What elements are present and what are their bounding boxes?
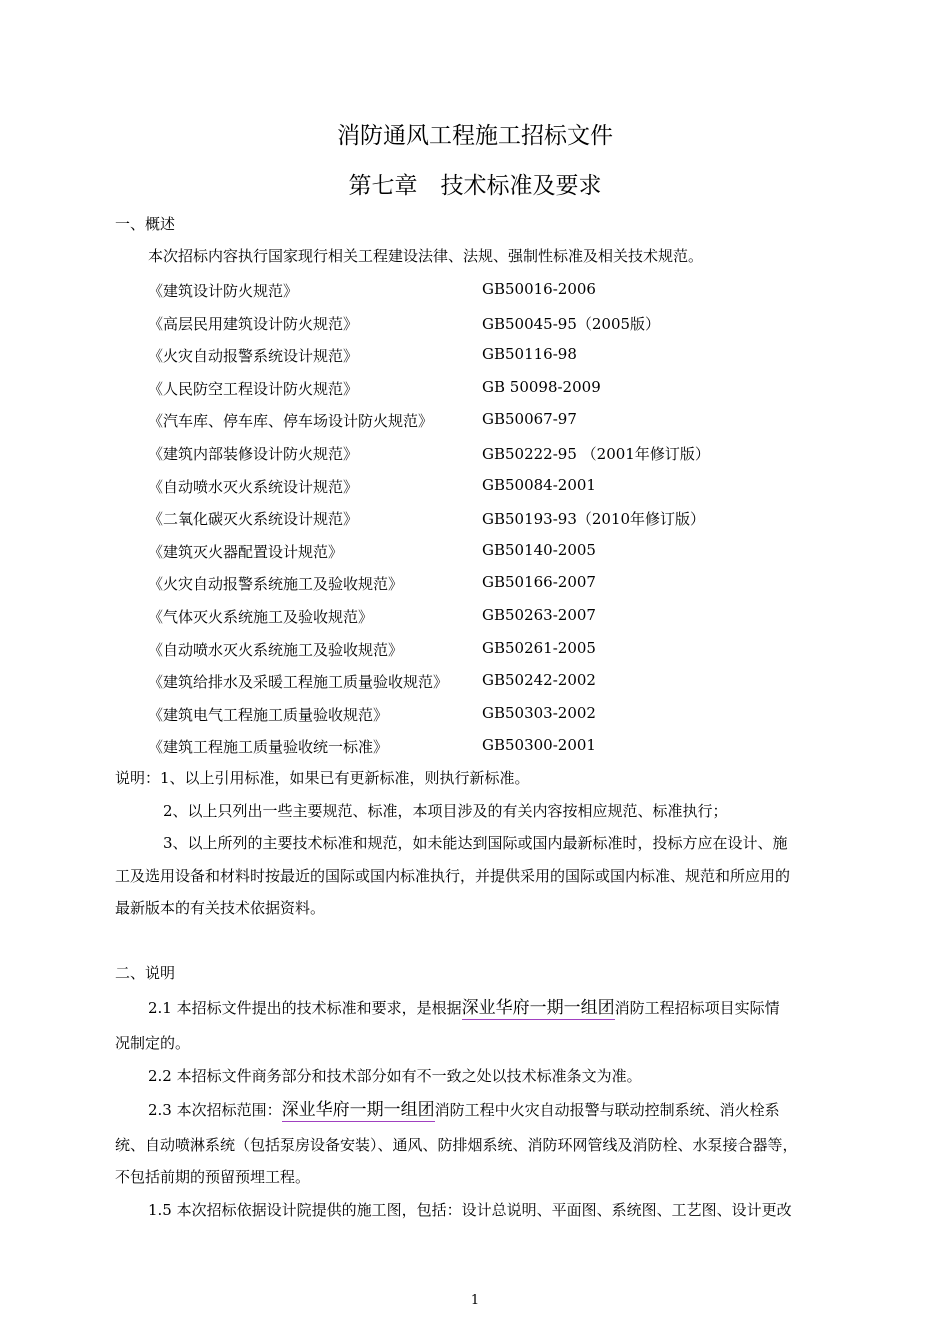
section-heading-overview: 一、概述 (115, 215, 176, 233)
note-3-line-1: 3、以上所列的主要技术标准和规范，如未能达到国际或国内最新标准时，投标方应在设计、施 (163, 834, 788, 852)
para-2-1-text-b: 消防工程招标项目实际情 (614, 999, 780, 1017)
para-2-1-line-1 (148, 998, 780, 1018)
note-3-line-2: 工及选用设备和材料时按最近的国际或国内标准执行，并提供采用的国际或国内标准、规范和所应用的 (115, 867, 791, 885)
standard-name: 《气体灭火系统施工及验收规范》 (148, 608, 374, 626)
standard-name: 《建筑电气工程施工质量验收规范》 (148, 706, 389, 724)
note-3-line-3: 最新版本的有关技术依据资料。 (115, 899, 326, 917)
standard-code: GB 50098-2009 (482, 378, 601, 396)
standard-name: 《建筑工程施工质量验收统一标准》 (148, 738, 389, 756)
note-2: 2、以上只列出一些主要规范、标准，本项目涉及的有关内容按相应规范、标准执行； (163, 802, 728, 820)
para-1-5: 1.5 本次招标依据设计院提供的施工图，包括：设计总说明、平面图、系统图、工艺图、设计更改 (148, 1201, 792, 1219)
standard-code: GB50045-95（2005版） (482, 315, 661, 333)
standard-name: 《建筑给排水及采暖工程施工质量验收规范》 (148, 673, 449, 691)
document-title: 消防通风工程施工招标文件 (337, 123, 613, 149)
standard-code: GB50300-2001 (482, 736, 596, 754)
section-heading-explain: 二、说明 (115, 964, 176, 982)
page-number: 1 (470, 1293, 480, 1308)
standard-code: GB50084-2001 (482, 476, 596, 494)
para-2-1-text-a: 2.1 本招标文件提出的技术标准和要求，是根据 (148, 999, 462, 1017)
para-2-2: 2.2 本招标文件商务部分和技术部分如有不一致之处以技术标准条文为准。 (148, 1067, 642, 1085)
standard-name: 《汽车库、停车库、停车场设计防火规范》 (148, 412, 434, 430)
standard-code: GB50242-2002 (482, 671, 596, 689)
standard-code: GB50166-2007 (482, 573, 596, 591)
standard-code: GB50016-2006 (482, 280, 596, 298)
standard-name: 《高层民用建筑设计防火规范》 (148, 315, 359, 333)
standard-name: 《火灾自动报警系统设计规范》 (148, 347, 359, 365)
standard-code: GB50303-2002 (482, 704, 596, 722)
project-name-highlight: 深业华府一期一组团 (281, 1100, 435, 1120)
standard-code: GB50222-95 （2001年修订版） (482, 445, 710, 463)
standard-code: GB50116-98 (482, 345, 577, 363)
para-2-3-text-a: 2.3 本次招标范围： (148, 1101, 282, 1119)
standard-code: GB50261-2005 (482, 639, 596, 657)
standard-code: GB50140-2005 (482, 541, 596, 559)
note-1: 说明：1、以上引用标准，如果已有更新标准，则执行新标准。 (115, 769, 530, 787)
standard-name: 《建筑设计防火规范》 (148, 282, 299, 300)
chapter-title: 第七章 技术标准及要求 (348, 173, 602, 199)
standard-name: 《火灾自动报警系统施工及验收规范》 (148, 575, 404, 593)
standard-name: 《自动喷水灭火系统施工及验收规范》 (148, 641, 404, 659)
standard-name: 《二氧化碳灭火系统设计规范》 (148, 510, 359, 528)
standard-code: GB50067-97 (482, 410, 577, 428)
para-2-3-text-b: 消防工程中火灾自动报警与联动控制系统、消火栓系 (434, 1101, 780, 1119)
para-2-3-line-1 (148, 1100, 780, 1120)
para-2-3-line-3: 不包括前期的预留预埋工程。 (115, 1168, 311, 1186)
project-name-highlight: 深业华府一期一组团 (461, 998, 615, 1018)
para-2-1-line-2: 况制定的。 (115, 1034, 191, 1052)
para-2-3-line-2: 统、自动喷淋系统（包括泵房设备安装）、通风、防排烟系统、消防环网管线及消防栓、水泵接合器等， (115, 1136, 798, 1154)
standard-name: 《建筑灭火器配置设计规范》 (148, 543, 344, 561)
overview-intro: 本次招标内容执行国家现行相关工程建设法律、法规、强制性标准及相关技术规范。 (148, 247, 704, 265)
standard-code: GB50193-93（2010年修订版） (482, 510, 706, 528)
standard-name: 《建筑内部装修设计防火规范》 (148, 445, 359, 463)
standard-code: GB50263-2007 (482, 606, 596, 624)
standard-name: 《人民防空工程设计防火规范》 (148, 380, 359, 398)
standard-name: 《自动喷水灭火系统设计规范》 (148, 478, 359, 496)
